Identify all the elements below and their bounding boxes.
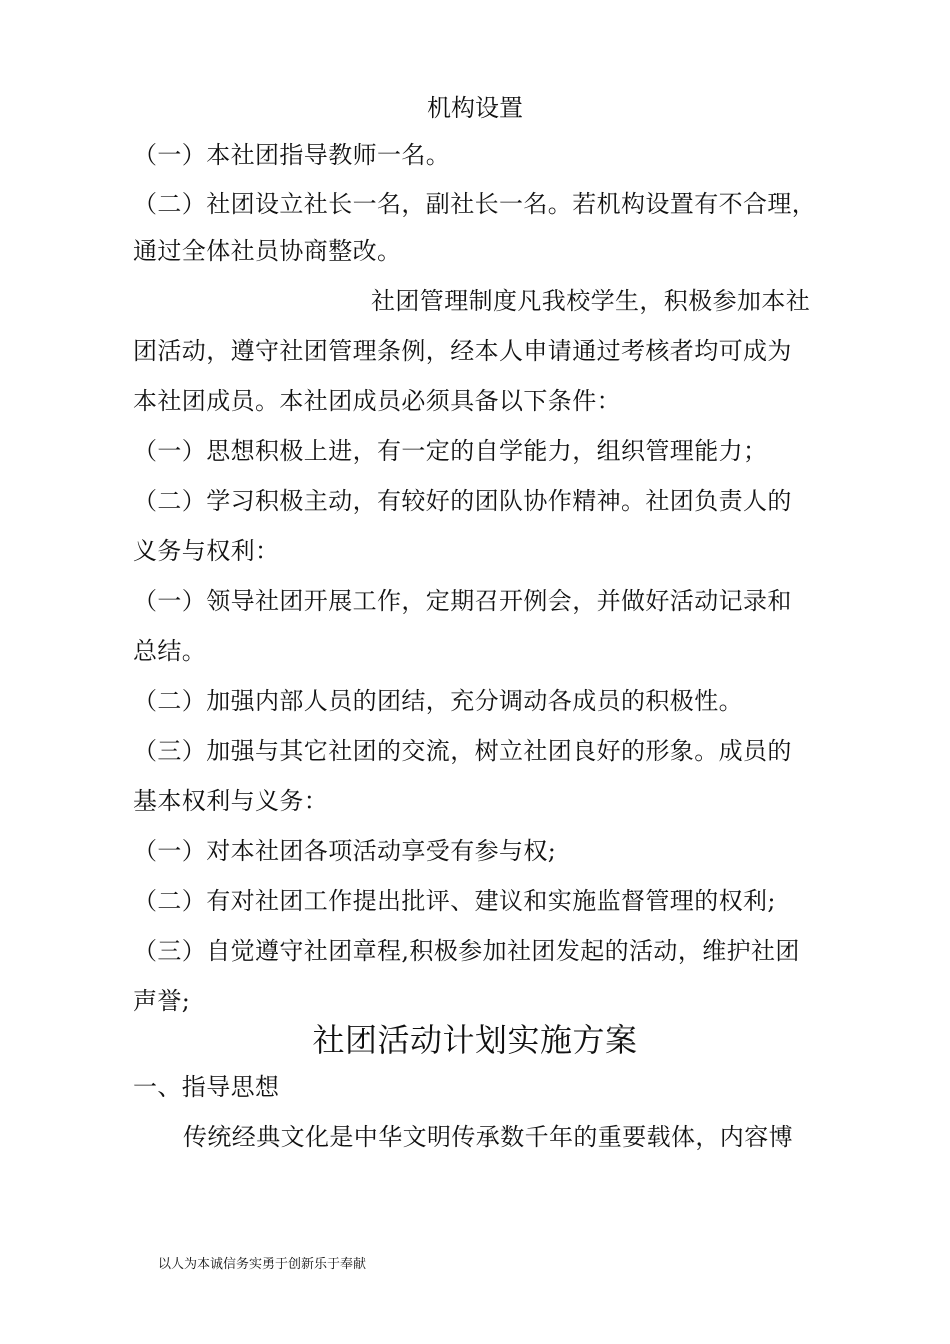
text-line: 本社团成员。本社团成员必须具备以下条件： xyxy=(133,387,621,415)
text-line: （二）学习积极主动，有较好的团队协作精神。社团负责人的 xyxy=(133,487,792,515)
text-line: （一）对本社团各项活动享受有参与权; xyxy=(133,837,557,865)
section-title-organization: 机构设置 xyxy=(427,94,523,122)
text-line: 总结。 xyxy=(133,637,207,665)
text-line: （一）领导社团开展工作，定期召开例会，并做好活动记录和 xyxy=(133,587,792,615)
text-line: （二）有对社团工作提出批评、建议和实施监督管理的权利; xyxy=(133,887,776,915)
text-line: （二）社团设立社长一名，副社长一名。若机构设置有不合理， xyxy=(133,190,817,218)
section-title-plan: 社团活动计划实施方案 xyxy=(312,1021,638,1059)
text-line: 团活动，遵守社团管理条例，经本人申请通过考核者均可成为 xyxy=(133,337,792,365)
text-line: 基本权利与义务： xyxy=(133,787,329,815)
text-line: （一）本社团指导教师一名。 xyxy=(133,141,451,169)
text-line: （二）加强内部人员的团结，充分调动各成员的积极性。 xyxy=(133,687,743,715)
text-line: 社团管理制度凡我校学生，积极参加本社 xyxy=(371,287,811,315)
text-line: （三）自觉遵守社团章程,积极参加社团发起的活动，维护社团 xyxy=(133,937,800,965)
page-footer: 以人为本诚信务实勇于创新乐于奉献 xyxy=(158,1257,367,1272)
text-line: （一）思想积极上进，有一定的自学能力，组织管理能力； xyxy=(133,437,768,465)
text-line: 声誉; xyxy=(133,987,191,1015)
section-heading: 一、指导思想 xyxy=(133,1073,280,1101)
text-line: 通过全体社员协商整改。 xyxy=(133,237,402,265)
paragraph-line: 传统经典文化是中华文明传承数千年的重要载体，内容博 xyxy=(183,1123,793,1151)
text-line: （三）加强与其它社团的交流，树立社团良好的形象。成员的 xyxy=(133,737,792,765)
text-line: 义务与权利： xyxy=(133,537,280,565)
